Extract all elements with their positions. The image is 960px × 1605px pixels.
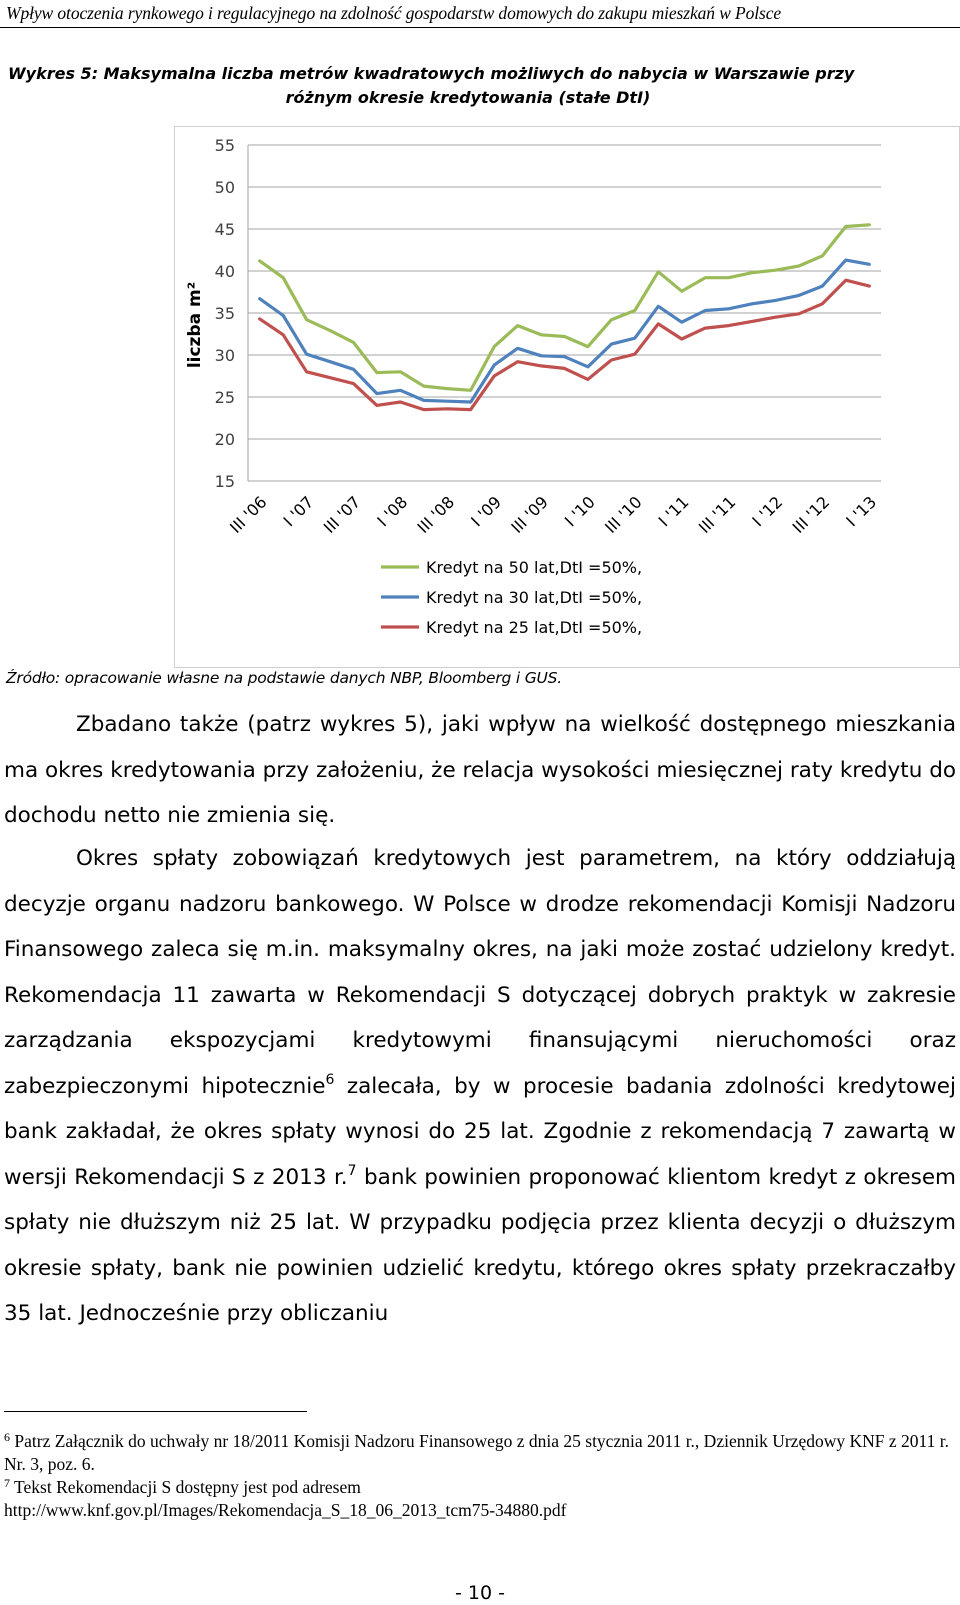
footnote-7-link[interactable]: http://www.knf.gov.pl/Images/Rekomendacja_S_18_06_2013_tcm75-34880.pdf — [4, 1500, 567, 1520]
footnote-6 — [4, 1430, 956, 1476]
figure-caption — [8, 62, 958, 110]
x-tick-label: I '12 — [748, 492, 787, 531]
x-tick-label: III '08 — [413, 492, 459, 537]
x-tick-label: III '09 — [507, 492, 552, 537]
running-header — [0, 0, 960, 28]
figure-caption-line1: Wykres 5: Maksymalna liczba metrów kwadratowych możliwych do nabycia w Warszawie przy — [8, 64, 855, 83]
y-tick-label: 15 — [214, 472, 235, 491]
paragraph-2-part-a: Okres spłaty zobowiązań kredytowych jest parametrem, na który oddziałują decyzje organu nadzoru bankowego. W Polsce w drodze rekomendacji Komisji Nadzoru Finansowego zaleca się m.in. maksymalny okres, na jaki może zostać udzielony kredyt. Rekomendacja 11 zawarta w Rekomendacji S dotyczącej dobrych praktyk w zakresie zarządzania ekspozycjami kredytowymi finansującymi nieruchomości oraz zabezpieczonymi hipotecznie — [4, 846, 956, 1099]
paragraph-2 — [4, 836, 956, 1337]
figure-caption-line2: różnym okresie kredytowania (stałe DtI) — [285, 88, 651, 107]
paragraph-1: Zbadano także (patrz wykres 5), jaki wpływ na wielkość dostępnego mieszkania ma okres kredytowania przy założeniu, że relacja wysokości miesięcznej raty kredytu do dochodu netto nie zmienia się. — [4, 712, 956, 828]
figure-source: Źródło: opracowanie własne na podstawie danych NBP, Bloomberg i GUS. — [6, 669, 563, 687]
y-tick-label: 20 — [214, 430, 235, 449]
footnotes — [4, 1430, 956, 1522]
series-line — [260, 260, 870, 402]
y-tick-label: 35 — [214, 304, 235, 323]
x-tick-label: I '10 — [560, 492, 599, 531]
y-tick-label: 30 — [214, 346, 235, 365]
paragraph-2-part-c: bank powinien proponować klientom kredyt z okresem spłaty nie dłuższym niż 25 lat. W przypadku podjęcia przez klienta decyzji o dłuższym okresie spłaty, bank nie powinien udzielić kredytu, którego okres spłaty przekraczałby 35 lat. Jednocześnie przy obliczaniu — [4, 1164, 956, 1326]
footnote-7 — [4, 1476, 956, 1499]
footnote-7-number: 7 — [4, 1476, 10, 1490]
x-tick-label: III '07 — [319, 492, 365, 537]
footnote-ref-7: 7 — [347, 1162, 357, 1179]
page-number: - 10 - — [455, 1582, 505, 1604]
x-tick-label: I '13 — [842, 492, 881, 531]
x-tick-label: I '09 — [467, 492, 505, 531]
x-tick-label: III '12 — [788, 492, 834, 537]
footnote-7-text: Tekst Rekomendacji S dostępny jest pod adresem — [10, 1477, 361, 1497]
y-tick-label: 45 — [214, 220, 235, 239]
legend-label: Kredyt na 25 lat,DtI =50%, — [426, 618, 643, 637]
y-tick-label: 50 — [214, 178, 235, 197]
y-tick-label: 55 — [214, 136, 235, 155]
y-axis-title: liczba m² — [185, 281, 205, 369]
x-tick-label: I '07 — [279, 492, 318, 531]
x-tick-label: III '10 — [601, 492, 646, 537]
legend-label: Kredyt na 30 lat,DtI =50%, — [426, 588, 643, 607]
running-header-text: Wpływ otoczenia rynkowego i regulacyjnego na zdolność gospodarstw domowych do zakupu mieszkań w Polsce — [6, 3, 782, 23]
chart-svg — [175, 127, 959, 667]
footnote-separator — [4, 1411, 307, 1412]
footnote-ref-6: 6 — [325, 1071, 335, 1088]
x-tick-label: I '11 — [654, 492, 693, 531]
footnote-6-text: Patrz Załącznik do uchwały nr 18/2011 Komisji Nadzoru Finansowego z dnia 25 stycznia 2011 r., Dziennik Urzędowy KNF z 2011 r. Nr. 3, poz. 6. — [4, 1431, 949, 1474]
line-chart — [174, 126, 960, 668]
x-tick-label: III '06 — [226, 492, 271, 537]
legend-label: Kredyt na 50 lat,DtI =50%, — [426, 558, 643, 577]
y-tick-label: 40 — [214, 262, 235, 281]
x-tick-label: III '11 — [694, 492, 740, 537]
series-line — [260, 225, 870, 390]
footnote-6-number: 6 — [4, 1430, 10, 1444]
paragraph-2-part-b: zalecała, by w procesie badania zdolności kredytowej bank zakładał, że okres spłaty wynosi do 25 lat. Zgodnie z rekomendacją 7 zawartą w wersji Rekomendacji S z 2013 r. — [4, 1073, 956, 1190]
x-tick-label: I '08 — [373, 492, 412, 531]
y-tick-label: 25 — [214, 388, 235, 407]
